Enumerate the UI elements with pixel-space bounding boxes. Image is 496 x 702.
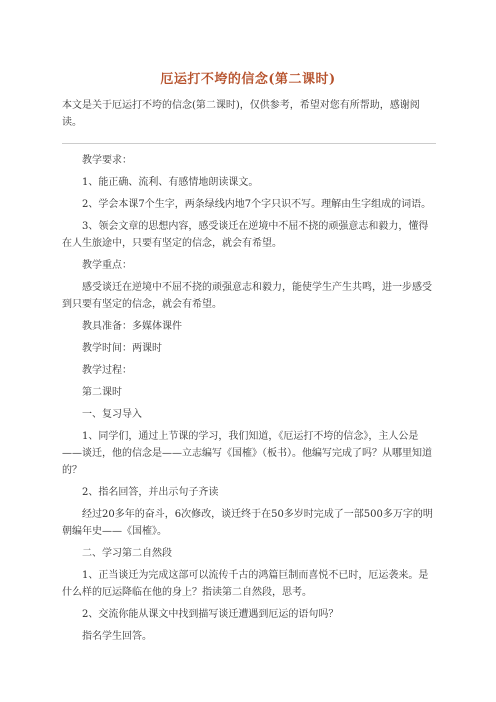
paragraph: 一、复习导入 xyxy=(82,409,142,420)
paragraph: 教学重点： xyxy=(82,260,132,271)
paragraph: 3、领会文章的思想内容，感受谈迁在逆境中不屈不挠的顽强意志和毅力，懂得在人生旅途中，只要有坚定的信念，就会有希望。 xyxy=(62,221,429,249)
paragraph: 教具准备：多媒体课件 xyxy=(82,321,182,332)
paragraph: 第二课时 xyxy=(82,387,122,398)
paragraph: 1、同学们，通过上节课的学习，我们知道，《厄运打不垮的信念》，主人公是——谈迁，他的信念是——立志编写《国榷》（板书）。他编写完成了吗？从哪里知道的？ xyxy=(62,431,432,476)
paragraph: 1、能正确、流利、有感情地朗读课文。 xyxy=(82,177,259,188)
paragraph: 二、学习第二自然段 xyxy=(82,548,172,559)
paragraph: 1、正当谈迁为完成这部可以流传千古的鸿篇巨制而喜悦不已时，厄运袭来。是什么样的厄运降临在他的身上？指读第二自然段，思考。 xyxy=(62,570,429,598)
paragraph: 教学过程： xyxy=(82,365,132,376)
paragraph: 指名学生回答。 xyxy=(82,631,152,642)
divider-line xyxy=(62,143,436,144)
paragraph: 感受谈迁在逆境中不屈不挠的顽强意志和毅力，能使学生产生共鸣，进一步感受到只要有坚定的信念，就会有希望。 xyxy=(62,282,432,310)
paragraph: 经过20多年的奋斗，6次修改，谈迁终于在50多岁时完成了一部500多万字的明朝编年史——《国榷》。 xyxy=(62,509,433,537)
document-title: 厄运打不垮的信念(第二课时) xyxy=(160,72,336,87)
paragraph: 教学时间：两课时 xyxy=(82,343,162,354)
paragraph: 2、指名回答，并出示句子齐读 xyxy=(82,487,219,498)
document-body xyxy=(62,152,436,650)
paragraph: 2、学会本课7个生字，两条绿线内地7个字只识不写。理解由生字组成的词语。 xyxy=(82,199,432,210)
paragraph: 2、交流你能从课文中找到描写谈迁遭遇到厄运的语句吗？ xyxy=(82,609,339,620)
document-intro: 本文是关于厄运打不垮的信念(第二课时)，仅供参考，希望对您有所帮助，感谢阅读。 xyxy=(62,100,420,128)
paragraph: 教学要求： xyxy=(82,155,132,166)
